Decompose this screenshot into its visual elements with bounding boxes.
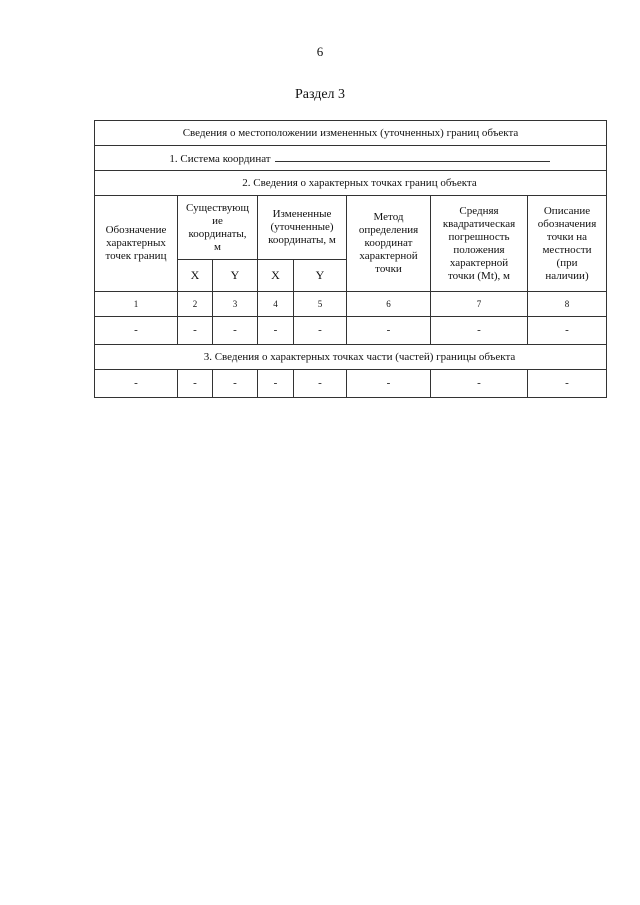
table-cell: - [95, 370, 178, 398]
table-cell: - [258, 370, 294, 398]
table-cell: - [213, 317, 258, 345]
column-number-row [95, 292, 607, 317]
table-cell: - [347, 370, 431, 398]
col-header-changed-coords: Измененные (уточненные) координаты, м [258, 196, 347, 260]
column-number: 8 [528, 292, 607, 317]
table-cell: - [431, 370, 528, 398]
table-cell: - [528, 317, 607, 345]
table-cell: - [95, 317, 178, 345]
table-cell: - [347, 317, 431, 345]
parts-header: 3. Сведения о характерных точках части (частей) границы объекта [203, 350, 516, 363]
col-header-error: Средняя квадратическая погрешность положения характерной точки (Mt), м [431, 196, 528, 292]
col-header-description: Описание обозначения точки на местности (при наличии) [528, 196, 607, 292]
col-header-y-existing: Y [213, 260, 258, 292]
table-cell: - [294, 370, 347, 398]
column-number: 3 [213, 292, 258, 317]
table-cell: - [294, 317, 347, 345]
table-cell: - [213, 370, 258, 398]
points-header-row [95, 171, 607, 196]
section-title: Раздел 3 [294, 87, 346, 102]
page-number: 6 [316, 44, 324, 59]
table-cell: - [178, 370, 213, 398]
table-cell: - [528, 370, 607, 398]
table-title: Сведения о местоположении измененных (уточненных) границ объекта [95, 121, 607, 146]
col-header-method: Метод определения координат характерной точки [347, 196, 431, 292]
coord-system-blank-line [275, 151, 550, 162]
points-data-row [95, 317, 607, 345]
boundary-table [94, 120, 607, 398]
parts-data-row [95, 370, 607, 398]
table-cell: - [258, 317, 294, 345]
column-number: 4 [258, 292, 294, 317]
column-number: 2 [178, 292, 213, 317]
coord-system-label: 1. Система координат [169, 152, 271, 165]
table-cell: - [178, 317, 213, 345]
col-header-x-existing: X [178, 260, 213, 292]
points-header: 2. Сведения о характерных точках границ объекта [242, 176, 477, 189]
col-header-x-changed: X [258, 260, 294, 292]
col-header-y-changed: Y [294, 260, 347, 292]
table-cell: - [431, 317, 528, 345]
coord-system-row [95, 146, 607, 171]
col-header-existing-coords: Существующ ие координаты, м [178, 196, 258, 260]
column-number: 1 [95, 292, 178, 317]
column-number: 5 [294, 292, 347, 317]
parts-header-row [95, 345, 607, 370]
column-number: 7 [431, 292, 528, 317]
col-header-designation: Обозначение характерных точек границ [95, 196, 178, 292]
column-number: 6 [347, 292, 431, 317]
